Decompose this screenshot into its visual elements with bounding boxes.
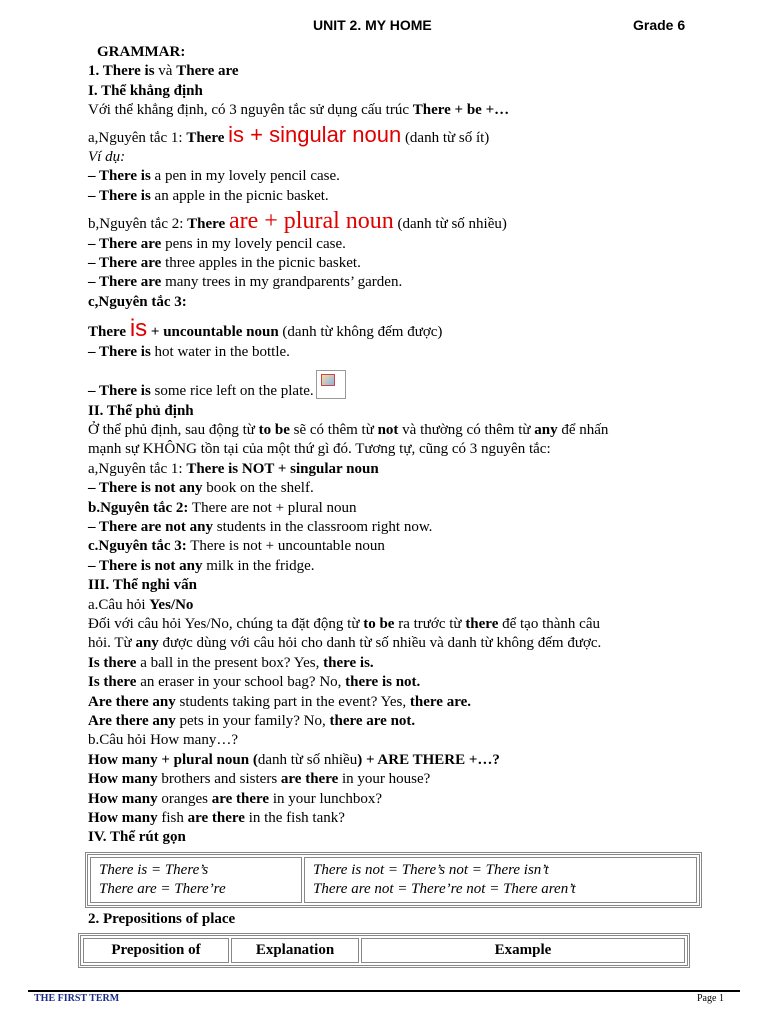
section-heading [88,402,728,421]
footer-divider [28,990,740,992]
text: to be [363,615,395,632]
text: – There is not any [88,557,203,574]
text: b.Câu hỏi How many…? [88,732,238,749]
text: – There are not any [88,518,214,535]
text: are there [187,810,245,827]
example-line [88,809,728,828]
text: any [534,421,558,438]
text: Is there [88,674,137,691]
section-heading [88,828,728,847]
text: there are not. [329,713,416,729]
text: Ở thể phủ định, sau động từ [88,421,259,438]
text: There are = There’re [99,880,226,897]
table-row [90,857,697,903]
example-line [88,712,728,731]
text: + uncountable noun [147,324,279,341]
example-line [88,518,728,537]
text: book on the shelf. [202,480,314,497]
unit-title: UNIT 2. MY HOME [313,17,432,33]
text: an eraser in your school bag? No, [136,674,346,691]
text: c,Nguyên tắc 3: [88,293,187,310]
line [88,596,728,615]
text: để nhấn [557,421,609,438]
line [88,123,728,148]
text: – There is [88,343,151,360]
text: và thường có thêm từ [398,421,535,438]
text: How many [88,790,158,807]
line [88,499,728,518]
table-header-row [83,938,685,963]
text: Đối với câu hỏi Yes/No, chúng ta đặt động từ [88,615,364,632]
line [88,148,728,167]
table-header-cell: Explanation [231,938,359,963]
text: ) + ARE THERE +…? [357,751,500,768]
line [88,634,728,653]
rule-highlight: is + singular noun [228,121,402,147]
text: pens in my lovely pencil case. [161,235,346,252]
text: danh từ số nhiều [257,751,358,768]
text: in your house? [338,771,431,788]
text: – There are [88,274,162,291]
grade-label: Grade 6 [633,17,686,33]
text: (danh từ số ít) [401,129,490,146]
text: Are there any [88,693,176,710]
text: được dùng với câu hỏi cho danh từ số nhiều và danh từ không đếm được. [158,635,602,652]
text: there is not. [345,674,421,691]
example-line [88,235,728,254]
text: – There is [88,168,151,185]
line [88,615,728,634]
text: brothers and sisters [157,771,281,788]
rule-highlight: are + plural noun [228,208,394,235]
text: There [88,324,130,341]
text: b.Nguyên tắc 2: [88,499,189,516]
line [88,731,728,750]
line [88,317,728,342]
text: There [187,216,229,233]
example-line [88,187,728,206]
text: three apples in the picnic basket. [161,255,361,272]
line [88,460,728,479]
text: there are. [409,693,471,710]
line [88,440,728,459]
text: IV. Thể rút gọn [88,829,186,846]
example-line [88,479,728,498]
text: there [465,615,499,632]
grammar-heading [88,43,728,62]
section-heading [88,82,728,101]
text: How many [88,771,158,788]
text: hỏi. Từ [88,635,136,652]
contractions-table [85,852,702,908]
text: There [186,129,229,146]
table-cell [90,857,302,903]
text: và [154,63,177,80]
text: there is. [323,654,374,671]
example-line [88,557,728,576]
table-header-cell: Example [361,938,685,963]
example-line [88,654,728,673]
text: some rice left on the plate. [150,383,314,400]
text: There is NOT + singular noun [186,460,379,477]
text: students taking part in the event? Yes, [175,693,410,710]
text: in the fish tank? [244,810,345,827]
text: 2. Prepositions of place [88,910,236,927]
text: many trees in my grandparents’ garden. [161,274,403,291]
text: How many [88,810,158,827]
text: There is = There’s [99,861,209,878]
text: ra trước từ [394,615,466,632]
example-line [88,693,728,712]
text: (danh từ không đếm được) [278,324,443,341]
text: There are not + plural noun [188,499,357,516]
line [88,537,728,556]
text: There are [176,63,239,80]
example-line [88,370,728,401]
text: not [377,421,399,438]
text: a,Nguyên tắc 1: [88,129,187,146]
example-line [88,343,728,362]
table-header-cell: Preposition of [83,938,229,963]
text: – There is [88,187,151,204]
text: – There are [88,235,162,252]
text: How many + plural noun ( [88,751,258,768]
example-line [88,770,728,789]
text: 1. There is [88,63,155,80]
example-line [88,254,728,273]
text: II. Thể phủ định [88,402,194,419]
line [88,293,728,312]
page-number: Page 1 [697,993,724,1004]
text: Ví dụ: [88,149,126,166]
text: pets in your family? No, [175,713,330,729]
page-header [0,17,768,37]
text: – There is not any [88,480,203,497]
text: c.Nguyên tắc 3: [88,538,187,555]
text: III. Thể nghi vấn [88,577,197,594]
text: are there [211,790,270,807]
footer-term: THE FIRST TERM [34,993,120,1004]
grammar-heading-text: GRAMMAR: [97,44,186,60]
text: – There are [88,255,162,272]
text: a pen in my lovely pencil case. [150,168,340,185]
text: Với thể khẳng định, có 3 nguyên tắc sử dụng cấu trúc [88,102,413,119]
text: b,Nguyên tắc 2: [88,216,188,233]
text: in your lunchbox? [269,790,382,807]
example-line [88,167,728,186]
line [88,208,728,234]
line [88,421,728,440]
text: milk in the fridge. [202,557,315,574]
example-line [88,273,728,292]
text: There + be +… [412,102,510,119]
text: fish [157,810,188,827]
text: – There is [88,383,151,400]
text: mạnh sự KHÔNG tồn tại của một thứ gì đó. Tương tự, cũng có 3 nguyên tắc: [88,441,551,458]
line [88,751,728,770]
text: There is not + uncountable noun [186,538,385,555]
document-body [88,43,728,968]
example-line [88,673,728,692]
line [88,101,728,120]
text: There are not = There’re not = There aren’t [313,880,576,897]
text: Are there any [88,713,176,729]
section-heading [88,910,728,929]
text: để tạo thành câu [498,615,600,632]
text: There is not = There’s not = There isn’t [313,861,549,878]
rule-highlight: is [129,315,148,343]
text: to be [258,421,290,438]
text: a.Câu hỏi [88,596,150,613]
text: Is there [88,654,137,671]
text: a,Nguyên tắc 1: [88,460,187,477]
text: oranges [157,790,212,807]
prepositions-table [78,933,690,968]
text: an apple in the picnic basket. [150,187,329,204]
text: a ball in the present box? Yes, [136,654,324,671]
image-placeholder-icon [316,370,346,399]
text: Yes/No [149,596,194,613]
example-line [88,790,728,809]
text: are there [280,771,339,788]
text: students in the classroom right now. [213,518,433,535]
text: I. Thể khẳng định [88,82,203,99]
text: any [135,635,159,652]
section-heading [88,576,728,595]
text: (danh từ số nhiều) [393,216,507,233]
text: hot water in the bottle. [150,343,290,360]
line [88,62,728,81]
table-cell [304,857,697,903]
text: sẽ có thêm từ [289,421,378,438]
